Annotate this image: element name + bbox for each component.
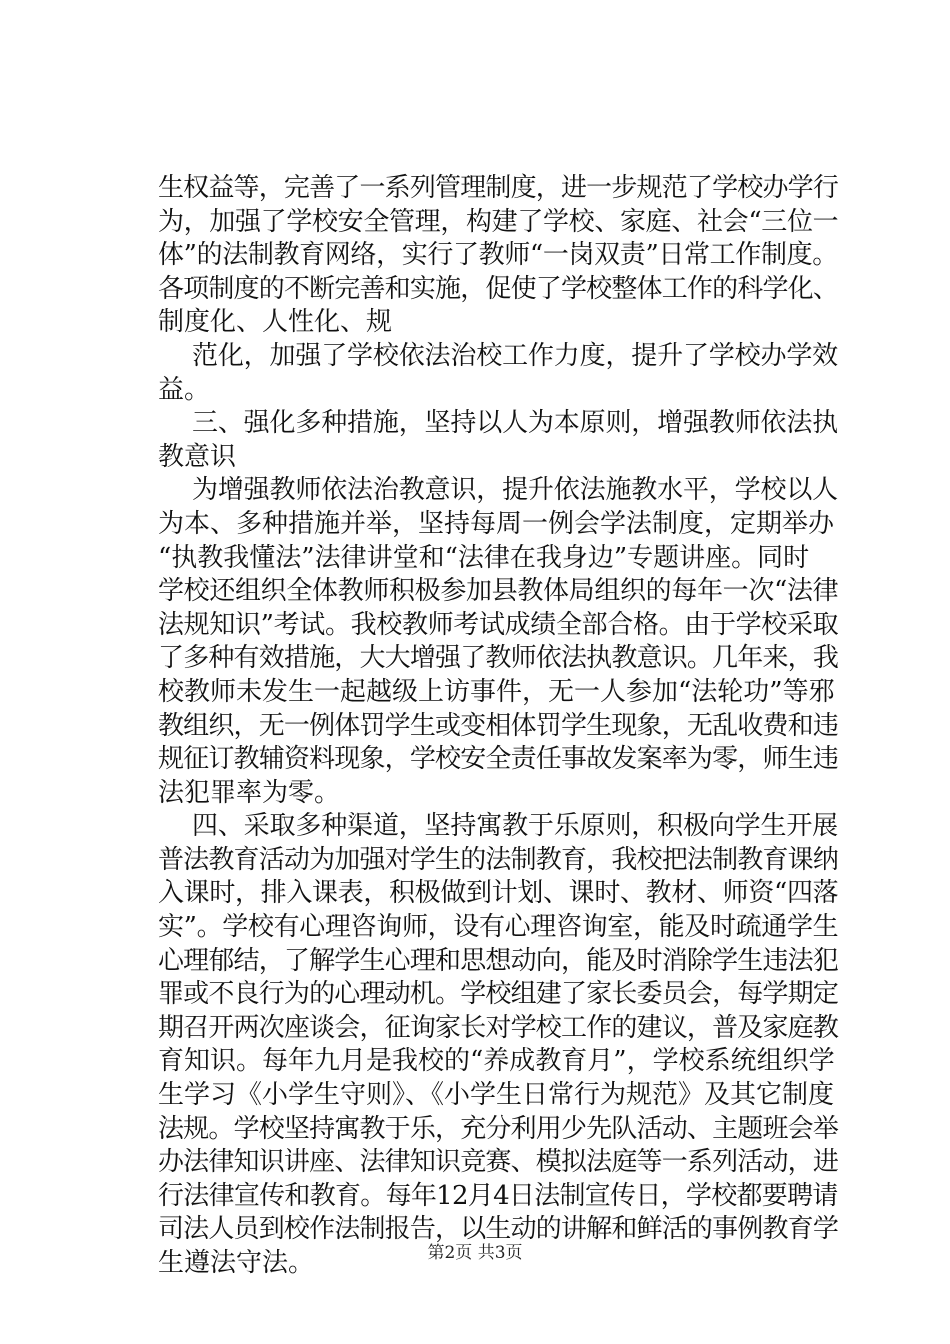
- text-line: 生权益等，完善了一系列管理制度，进一步规范了学校办学行: [158, 173, 839, 203]
- text-line: 心理郁结，了解学生心理和思想动向，能及时消除学生违法犯: [158, 945, 839, 976]
- text-line: 规征订教辅资料现象，学校安全责任事故发案率为零，师生违: [158, 744, 839, 775]
- text-line: 法规知识”考试。我校教师考试成绩全部合格。由于学校采取: [158, 609, 839, 640]
- text-line: 行法律宣传和教育。每年12月4日法制宣传日，学校都要聘请: [158, 1180, 838, 1211]
- document-body: [158, 172, 838, 1281]
- page-footer: [0, 1242, 950, 1264]
- text-line: 为，加强了学校安全管理，构建了学校、家庭、社会“三位一: [158, 206, 839, 237]
- text-line: 办法律知识讲座、法律知识竞赛、模拟法庭等一系列活动，进: [158, 1147, 839, 1178]
- text-line: 了多种有效措施，大大增强了教师依法执教意识。几年来，我: [158, 643, 839, 674]
- text-line: 四、采取多种渠道，坚持寓教于乐原则，积极向学生开展: [192, 811, 839, 842]
- text-line: 制度化、人性化、规: [158, 307, 393, 338]
- text-line: 体”的法制教育网络，实行了教师“一岗双责”日常工作制度。: [158, 240, 838, 271]
- text-line: 教意识: [158, 441, 237, 472]
- text-line: 范化，加强了学校依法治校工作力度，提升了学校办学效: [192, 340, 839, 371]
- text-line: 入课时，排入课表，积极做到计划、课时、教材、师资“四落: [158, 878, 839, 909]
- text-line: 罪或不良行为的心理动机。学校组建了家长委员会，每学期定: [158, 979, 839, 1010]
- page-number-label: 第2页 共3页: [427, 1243, 523, 1263]
- text-line: 校教师未发生一起越级上访事件，无一人参加“法轮功”等邪: [158, 676, 835, 707]
- text-line: 为增强教师依法治教意识，提升依法施教水平，学校以人: [192, 475, 839, 506]
- text-line: 法规。学校坚持寓教于乐，充分利用少先队活动、主题班会举: [158, 1113, 839, 1144]
- text-line: 法犯罪率为零。: [158, 777, 341, 808]
- text-line: 司法人员到校作法制报告，以生动的讲解和鲜活的事例教育学: [158, 1214, 839, 1245]
- text-line: 期召开两次座谈会，征询家长对学校工作的建议，普及家庭教: [158, 1012, 839, 1043]
- text-line: 生遵法守法。: [158, 1248, 315, 1278]
- text-line: 普法教育活动为加强对学生的法制教育，我校把法制教育课纳: [158, 844, 839, 875]
- text-line: 实”。学校有心理咨询师，设有心理咨询室，能及时疏通学生: [158, 912, 839, 943]
- text-line: 生学习《小学生守则》、《小学生日常行为规范》及其它制度: [158, 1080, 835, 1111]
- text-line: 三、强化多种措施，坚持以人为本原则，增强教师依法执: [192, 408, 839, 439]
- text-line: 育知识。每年九月是我校的“养成教育月”，学校系统组织学: [158, 1046, 835, 1077]
- text-line: 学校还组织全体教师积极参加县教体局组织的每年一次“法律: [158, 576, 839, 607]
- text-line: “执教我懂法”法律讲堂和“法律在我身边”专题讲座。同时: [158, 542, 810, 573]
- text-line: 各项制度的不断完善和实施，促使了学校整体工作的科学化、: [158, 273, 839, 304]
- text-line: 教组织，无一例体罚学生或变相体罚学生现象，无乱收费和违: [158, 710, 839, 741]
- text-line: 益。: [158, 374, 211, 405]
- text-line: 为本、多种措施并举，坚持每周一例会学法制度，定期举办: [158, 508, 835, 539]
